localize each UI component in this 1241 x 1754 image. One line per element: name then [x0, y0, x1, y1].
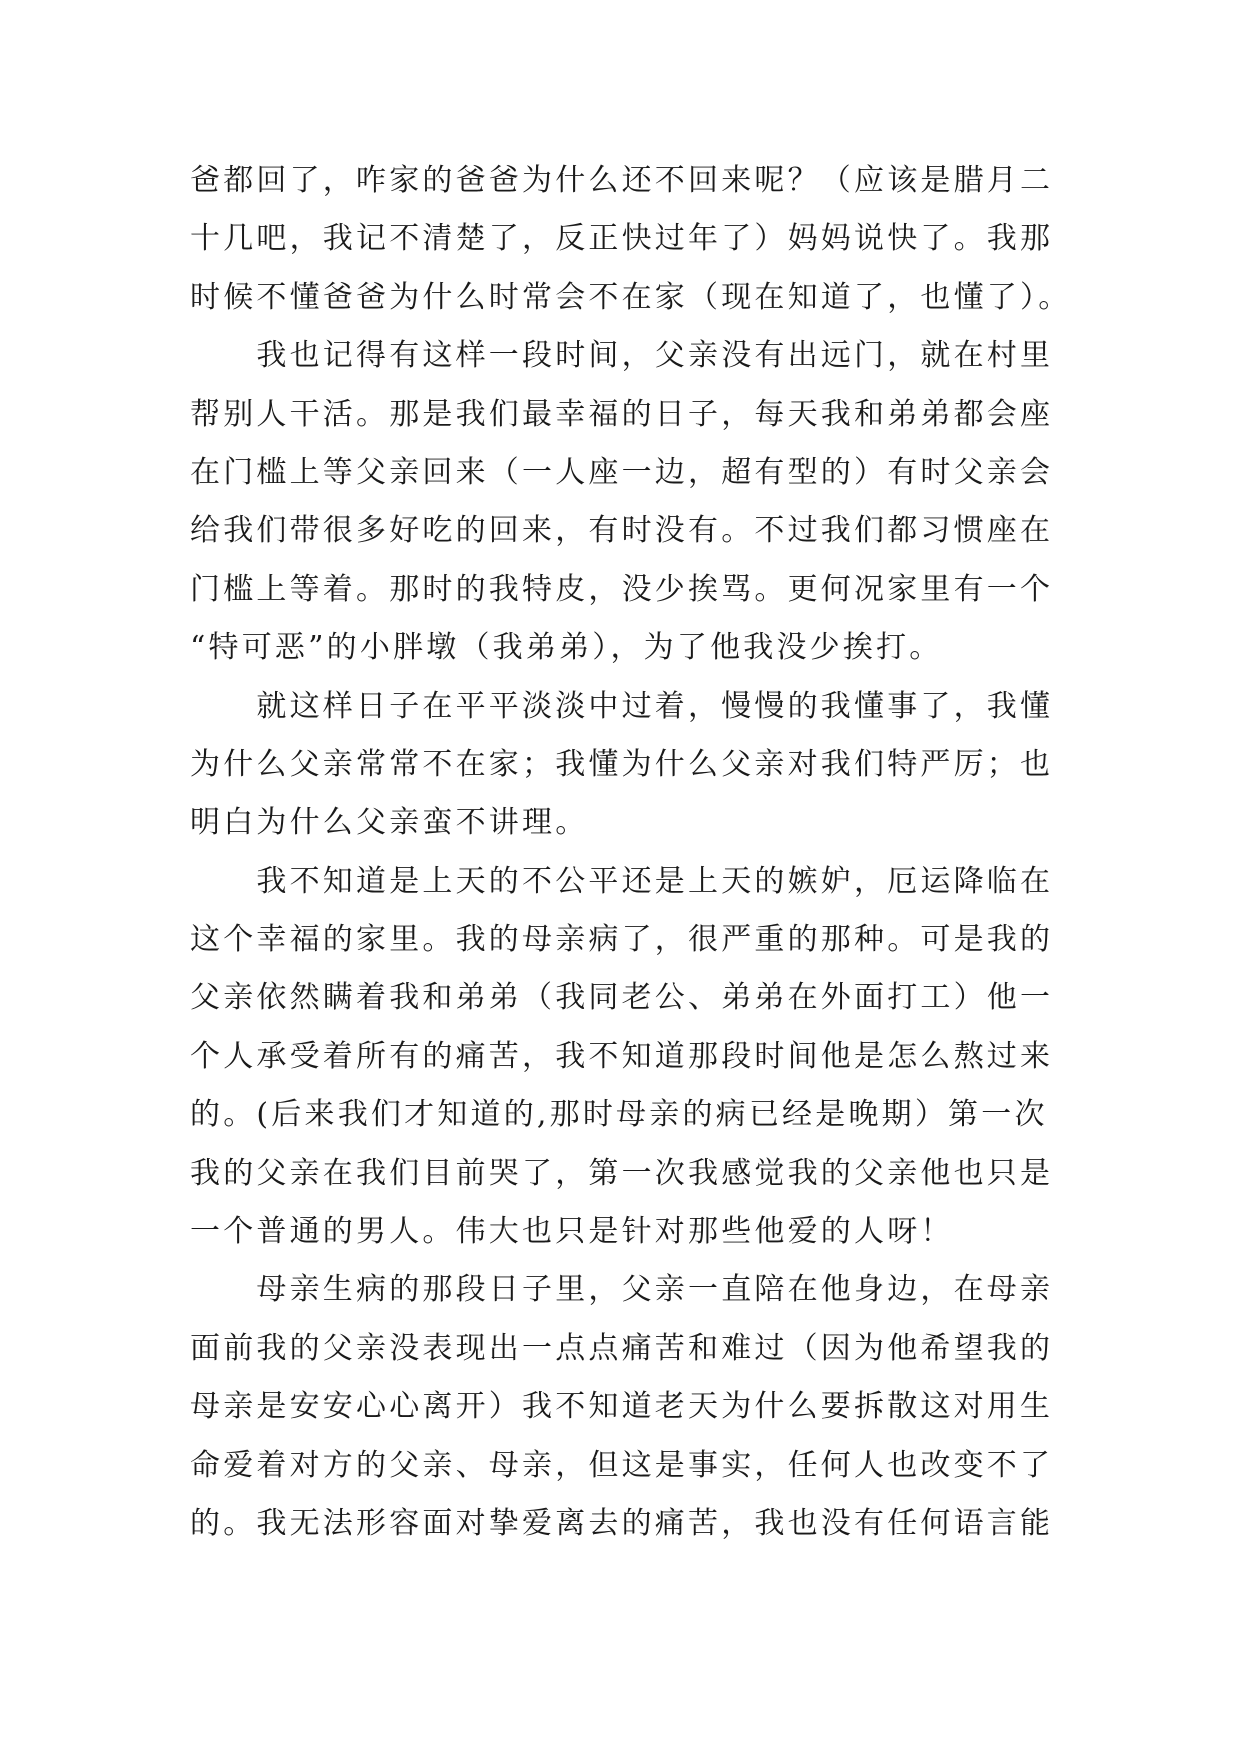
text-line: 为什么父亲常常不在家；我懂为什么父亲对我们特严厉；也: [190, 746, 1054, 782]
text-line: 父亲依然瞒着我和弟弟（我同老公、弟弟在外面打工）他一: [190, 980, 1054, 1016]
text-line: “特可恶”的小胖墩（我弟弟），为了他我没少挨打。: [190, 630, 943, 666]
text-line: 帮别人干活。那是我们最幸福的日子，每天我和弟弟都会座: [190, 396, 1054, 432]
text-line: 面前我的父亲没表现出一点点痛苦和难过（因为他希望我的: [190, 1330, 1054, 1366]
text-line: 命爱着对方的父亲、母亲，但这是事实，任何人也改变不了: [190, 1447, 1054, 1483]
body-text: [190, 152, 1080, 1553]
text-line: 我也记得有这样一段时间，父亲没有出远门，就在村里: [190, 338, 1054, 374]
text-line: 个人承受着所有的痛苦，我不知道那段时间他是怎么熬过来: [190, 1038, 1054, 1074]
text-line: 门槛上等着。那时的我特皮，没少挨骂。更何况家里有一个: [190, 571, 1054, 607]
text-line: 明白为什么父亲蛮不讲理。: [190, 805, 589, 841]
text-line: 给我们带很多好吃的回来，有时没有。不过我们都习惯座在: [190, 513, 1054, 549]
text-line: 我的父亲在我们目前哭了，第一次我感觉我的父亲他也只是: [190, 1155, 1054, 1191]
text-line: 爸都回了，咋家的爸爸为什么还不回来呢？（应该是腊月二: [190, 163, 1054, 198]
text-line: 母亲生病的那段日子里，父亲一直陪在他身边，在母亲: [190, 1272, 1054, 1308]
text-line: 时候不懂爸爸为什么时常会不在家（现在知道了，也懂了）。: [190, 279, 1072, 315]
text-line: 十几吧，我记不清楚了，反正快过年了）妈妈说快了。我那: [190, 221, 1054, 257]
text-line: 这个幸福的家里。我的母亲病了，很严重的那种。可是我的: [190, 922, 1054, 958]
text-line: 我不知道是上天的不公平还是上天的嫉妒，厄运降临在: [190, 863, 1054, 899]
text-line: 的。我无法形容面对挚爱离去的痛苦，我也没有任何语言能: [190, 1505, 1054, 1541]
text-line: 的。(后来我们才知道的,那时母亲的病已经是晚期）第一次: [190, 1097, 1048, 1133]
text-line: 一个普通的男人。伟大也只是针对那些他爱的人呀！: [190, 1214, 954, 1250]
text-line: 就这样日子在平平淡淡中过着，慢慢的我懂事了，我懂: [190, 688, 1054, 724]
text-line: 母亲是安安心心离开）我不知道老天为什么要拆散这对用生: [190, 1389, 1054, 1425]
text-line: 在门槛上等父亲回来（一人座一边，超有型的）有时父亲会: [190, 454, 1054, 490]
